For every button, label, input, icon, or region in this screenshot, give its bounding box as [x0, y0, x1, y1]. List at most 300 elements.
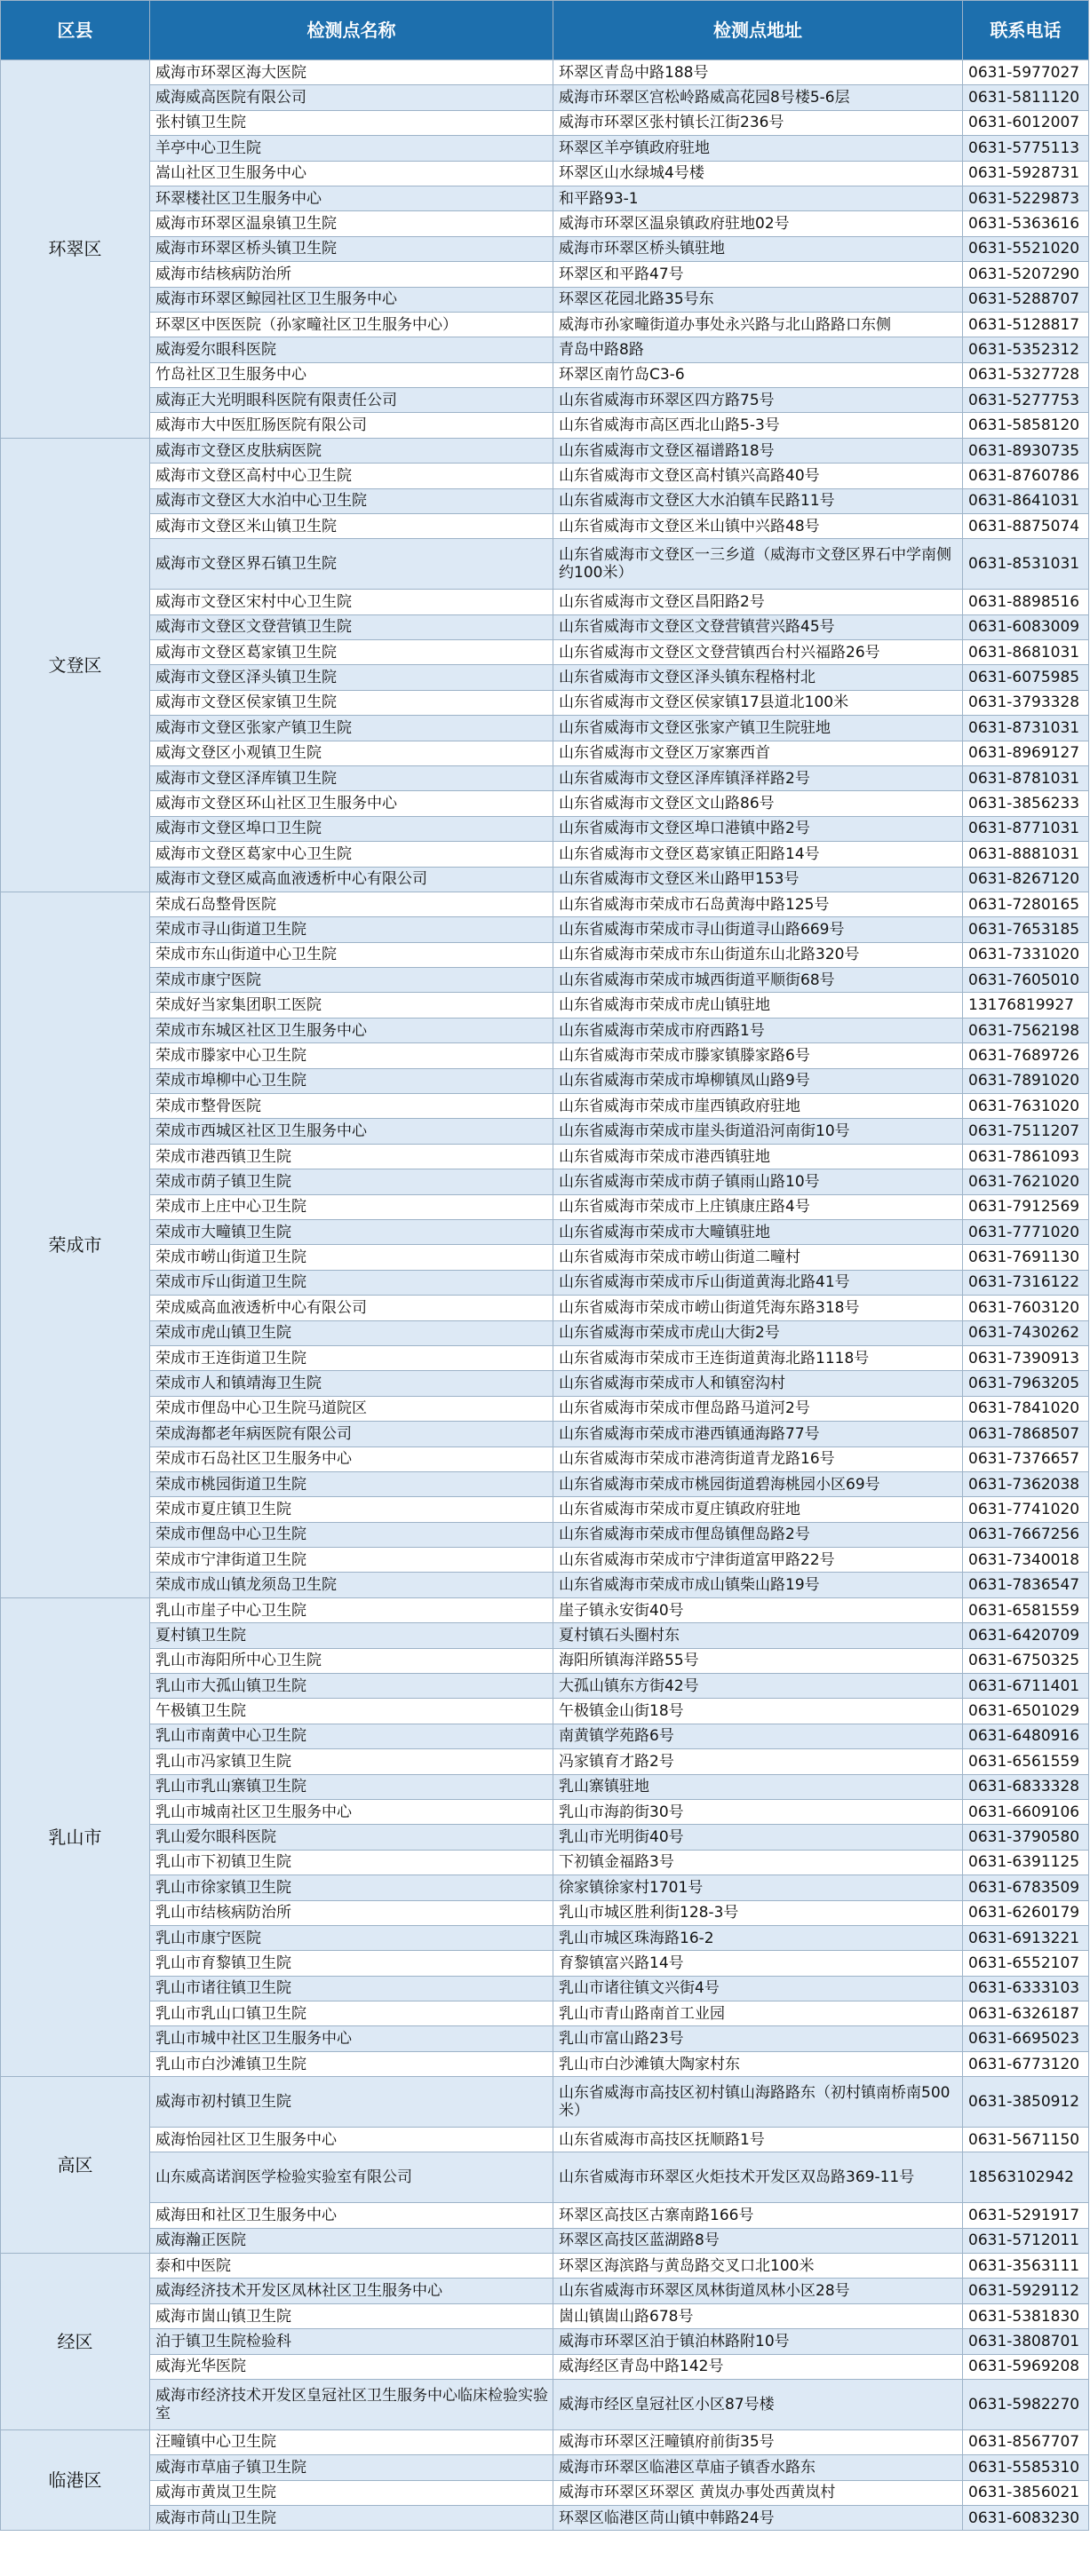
- site-address-cell: 山东省威海市文登区泽库镇泽祥路2号: [553, 765, 963, 790]
- site-address-cell: 山东省威海市荣成市人和镇窑沟村: [553, 1371, 963, 1396]
- site-name-cell: 荣成市埠柳中心卫生院: [150, 1068, 553, 1093]
- phone-cell: 0631-6420709: [963, 1623, 1089, 1648]
- site-name-cell: 威海市文登区界石镇卫生院: [150, 539, 553, 590]
- site-name-cell: 威海市环翠区海大医院: [150, 60, 553, 85]
- phone-cell: 0631-3563111: [963, 2254, 1089, 2279]
- phone-cell: 0631-5929112: [963, 2279, 1089, 2303]
- site-address-cell: 青岛中路8路: [553, 337, 963, 362]
- table-row: [1, 236, 1089, 261]
- phone-cell: 0631-7621020: [963, 1169, 1089, 1194]
- table-row: [1, 1597, 1089, 1622]
- phone-cell: 0631-3850912: [963, 2077, 1089, 2128]
- site-address-cell: 环翠区花园北路35号东: [553, 287, 963, 312]
- site-name-cell: 威海市文登区威高血液透析中心有限公司: [150, 867, 553, 892]
- header-site-address: 检测点地址: [553, 1, 963, 60]
- phone-cell: 0631-8267120: [963, 867, 1089, 892]
- site-address-cell: 山东省威海市荣成市崖头街道沿河南街10号: [553, 1119, 963, 1144]
- phone-cell: 0631-6552107: [963, 1951, 1089, 1976]
- site-name-cell: 荣成市王连街道卫生院: [150, 1345, 553, 1370]
- header-site-name: 检测点名称: [150, 1, 553, 60]
- site-address-cell: 海阳所镇海洋路55号: [553, 1648, 963, 1673]
- phone-cell: 0631-8875074: [963, 514, 1089, 539]
- site-address-cell: 山东省威海市环翠区凤林街道凤林小区28号: [553, 2279, 963, 2303]
- header-district: 区县: [1, 1, 150, 60]
- site-address-cell: 环翠区山水绿城4号楼: [553, 161, 963, 186]
- site-address-cell: 山东省威海市荣成市荫子镇雨山路10号: [553, 1169, 963, 1194]
- table-row: [1, 1296, 1089, 1320]
- district-cell: 经区: [1, 2254, 150, 2430]
- table-row: [1, 2152, 1089, 2203]
- site-name-cell: 荣成市俚岛中心卫生院: [150, 1522, 553, 1547]
- phone-cell: 0631-5585310: [963, 2455, 1089, 2480]
- district-cell: 临港区: [1, 2429, 150, 2531]
- table-row: [1, 1144, 1089, 1169]
- district-cell: 高区: [1, 2077, 150, 2254]
- site-address-cell: 午极镇金山街18号: [553, 1699, 963, 1724]
- table-row: [1, 1522, 1089, 1547]
- phone-cell: 0631-5977027: [963, 60, 1089, 85]
- phone-cell: 0631-5521020: [963, 236, 1089, 261]
- district-cell: 环翠区: [1, 60, 150, 439]
- table-row: [1, 968, 1089, 993]
- phone-cell: 0631-7963205: [963, 1371, 1089, 1396]
- table-row: [1, 1345, 1089, 1370]
- site-address-cell: 山东省威海市荣成市斥山街道黄海北路41号: [553, 1270, 963, 1295]
- site-address-cell: 山东省威海市荣成市王连街道黄海北路1118号: [553, 1345, 963, 1370]
- site-address-cell: 山东省威海市文登区昌阳路2号: [553, 590, 963, 614]
- phone-cell: 0631-7868507: [963, 1422, 1089, 1447]
- site-name-cell: 张村镇卫生院: [150, 110, 553, 135]
- table-row: [1, 1774, 1089, 1799]
- site-name-cell: 荣成市虎山镇卫生院: [150, 1320, 553, 1345]
- table-row: [1, 2026, 1089, 2051]
- site-address-cell: 乳山市诸往镇文兴街4号: [553, 1976, 963, 2001]
- table-row: [1, 2254, 1089, 2279]
- phone-cell: 0631-8681031: [963, 640, 1089, 665]
- site-address-cell: 山东省威海市文登区文登营镇营兴路45号: [553, 614, 963, 639]
- phone-cell: 0631-6773120: [963, 2051, 1089, 2076]
- phone-cell: 0631-6609106: [963, 1799, 1089, 1824]
- phone-cell: 0631-7362038: [963, 1471, 1089, 1496]
- site-name-cell: 山东威高诺润医学检验实验室有限公司: [150, 2152, 553, 2203]
- table-row: [1, 1245, 1089, 1270]
- table-row: [1, 1094, 1089, 1119]
- table-row: [1, 1951, 1089, 1976]
- site-name-cell: 荣成市宁津街道卫生院: [150, 1548, 553, 1573]
- site-address-cell: 山东省威海市文登区葛家镇正阳路14号: [553, 842, 963, 867]
- table-row: [1, 1699, 1089, 1724]
- table-row: [1, 590, 1089, 614]
- site-address-cell: 山东省威海市荣成市城西街道平顺街68号: [553, 968, 963, 993]
- site-address-cell: 山东省威海市荣成市埠柳镇凤山路9号: [553, 1068, 963, 1093]
- table-row: [1, 1875, 1089, 1900]
- site-name-cell: 乳山市康宁医院: [150, 1925, 553, 1950]
- site-name-cell: 威海市结核病防治所: [150, 262, 553, 287]
- site-name-cell: 威海经济技术开发区凤林社区卫生服务中心: [150, 2279, 553, 2303]
- table-row: [1, 1194, 1089, 1219]
- site-address-cell: 山东省威海市荣成市崂山街道二疃村: [553, 1245, 963, 1270]
- table-row: [1, 1799, 1089, 1824]
- table-row: [1, 337, 1089, 362]
- site-address-cell: 环翠区临港区苘山镇中韩路24号: [553, 2505, 963, 2530]
- site-address-cell: 乳山市富山路23号: [553, 2026, 963, 2051]
- phone-cell: 0631-8881031: [963, 842, 1089, 867]
- site-name-cell: 威海市黄岚卫生院: [150, 2480, 553, 2505]
- site-address-cell: 威海市环翠区张村镇长江街236号: [553, 110, 963, 135]
- table-row: [1, 1548, 1089, 1573]
- site-name-cell: 威海市文登区大水泊中心卫生院: [150, 488, 553, 513]
- site-name-cell: 威海市文登区米山镇卫生院: [150, 514, 553, 539]
- site-name-cell: 荣成市俚岛中心卫生院马道院区: [150, 1396, 553, 1421]
- table-row: [1, 1219, 1089, 1244]
- table-row: [1, 2379, 1089, 2429]
- table-row: [1, 186, 1089, 210]
- site-name-cell: 荣成市桃园街道卫生院: [150, 1471, 553, 1496]
- site-address-cell: 山东省威海市高技区初村镇山海路路东（初村镇南桥南500米）: [553, 2077, 963, 2128]
- phone-cell: 0631-8781031: [963, 765, 1089, 790]
- phone-cell: 0631-7771020: [963, 1219, 1089, 1244]
- phone-cell: 0631-7390913: [963, 1345, 1089, 1370]
- site-name-cell: 威海市初村镇卫生院: [150, 2077, 553, 2128]
- phone-cell: 0631-5229873: [963, 186, 1089, 210]
- phone-cell: 0631-5712011: [963, 2228, 1089, 2253]
- table-row: [1, 1573, 1089, 1597]
- site-address-cell: 山东省威海市荣成市府西路1号: [553, 1018, 963, 1042]
- site-address-cell: 山东省威海市文登区张家产镇卫生院驻地: [553, 716, 963, 741]
- table-row: [1, 136, 1089, 161]
- site-address-cell: 环翠区和平路47号: [553, 262, 963, 287]
- phone-cell: 0631-8760786: [963, 464, 1089, 488]
- phone-cell: 0631-6326187: [963, 2001, 1089, 2026]
- table-row: [1, 2001, 1089, 2026]
- site-name-cell: 荣成好当家集团职工医院: [150, 993, 553, 1018]
- district-cell: 荣成市: [1, 892, 150, 1597]
- phone-cell: 0631-7841020: [963, 1396, 1089, 1421]
- site-address-cell: 山东省威海市荣成市崖西镇政府驻地: [553, 1094, 963, 1119]
- site-address-cell: 乳山市光明街40号: [553, 1825, 963, 1850]
- site-name-cell: 乳山市育黎镇卫生院: [150, 1951, 553, 1976]
- table-row: [1, 1724, 1089, 1748]
- phone-cell: 0631-8969127: [963, 741, 1089, 765]
- table-row: [1, 2279, 1089, 2303]
- site-address-cell: 环翠区青岛中路188号: [553, 60, 963, 85]
- site-name-cell: 威海市文登区环山社区卫生服务中心: [150, 791, 553, 816]
- table-row: [1, 791, 1089, 816]
- site-name-cell: 荣成市西城区社区卫生服务中心: [150, 1119, 553, 1144]
- phone-cell: 0631-5928731: [963, 161, 1089, 186]
- district-cell: 乳山市: [1, 1597, 150, 2076]
- table-row: [1, 1270, 1089, 1295]
- phone-cell: 0631-7891020: [963, 1068, 1089, 1093]
- site-address-cell: 山东省威海市文登区一三乡道（威海市文登区界石中学南侧约100米）: [553, 539, 963, 590]
- table-row: [1, 2505, 1089, 2530]
- table-row: [1, 1471, 1089, 1496]
- site-address-cell: 山东省威海市高区西北山路5-3号: [553, 413, 963, 438]
- table-row: [1, 1850, 1089, 1875]
- site-name-cell: 荣成市康宁医院: [150, 968, 553, 993]
- phone-cell: 0631-6913221: [963, 1925, 1089, 1950]
- table-row: [1, 312, 1089, 337]
- site-name-cell: 荣成市石岛社区卫生服务中心: [150, 1447, 553, 1471]
- site-name-cell: 乳山市白沙滩镇卫生院: [150, 2051, 553, 2076]
- phone-cell: 0631-6711401: [963, 1674, 1089, 1699]
- phone-cell: 0631-7653185: [963, 917, 1089, 942]
- table-row: [1, 1825, 1089, 1850]
- site-address-cell: 环翠区羊亭镇政府驻地: [553, 136, 963, 161]
- table-row: [1, 1497, 1089, 1522]
- site-address-cell: 威海市环翠区桥头镇驻地: [553, 236, 963, 261]
- phone-cell: 0631-3808701: [963, 2329, 1089, 2354]
- table-row: [1, 2228, 1089, 2253]
- site-address-cell: 环翠区海滨路与黄岛路交叉口北100米: [553, 2254, 963, 2279]
- table-row: [1, 765, 1089, 790]
- phone-cell: 0631-7562198: [963, 1018, 1089, 1042]
- table-row: [1, 640, 1089, 665]
- phone-cell: 0631-6083009: [963, 614, 1089, 639]
- phone-cell: 0631-6075985: [963, 665, 1089, 690]
- site-address-cell: 山东省威海市荣成市上庄镇康庄路4号: [553, 1194, 963, 1219]
- site-address-cell: 威海市环翠区宫松岭路威高花园8号楼5-6层: [553, 85, 963, 110]
- site-name-cell: 荣成市东山街道中心卫生院: [150, 942, 553, 967]
- table-row: [1, 161, 1089, 186]
- site-name-cell: 乳山市乳山口镇卫生院: [150, 2001, 553, 2026]
- site-name-cell: 乳山市南黄中心卫生院: [150, 1724, 553, 1748]
- table-row: [1, 539, 1089, 590]
- site-name-cell: 荣成石岛整骨医院: [150, 892, 553, 916]
- table-row: [1, 2354, 1089, 2379]
- phone-cell: 0631-5775113: [963, 136, 1089, 161]
- table-row: [1, 1447, 1089, 1471]
- table-row: [1, 1043, 1089, 1068]
- site-address-cell: 山东省威海市荣成市宁津街道富甲路22号: [553, 1548, 963, 1573]
- site-name-cell: 荣成市寻山街道卫生院: [150, 917, 553, 942]
- table-row: [1, 1371, 1089, 1396]
- phone-cell: 0631-3793328: [963, 690, 1089, 715]
- site-name-cell: 乳山市崖子中心卫生院: [150, 1597, 553, 1622]
- table-row: [1, 1068, 1089, 1093]
- site-name-cell: 威海正大光明眼科医院有限责任公司: [150, 388, 553, 413]
- site-name-cell: 荣成市整骨医院: [150, 1094, 553, 1119]
- phone-cell: 0631-7511207: [963, 1119, 1089, 1144]
- site-address-cell: 山东省威海市环翠区四方路75号: [553, 388, 963, 413]
- site-address-cell: 山东省威海市荣成市虎山大街2号: [553, 1320, 963, 1345]
- phone-cell: 0631-5363616: [963, 211, 1089, 236]
- site-address-cell: 威海市环翠区温泉镇政府驻地02号: [553, 211, 963, 236]
- site-name-cell: 荣成海都老年病医院有限公司: [150, 1422, 553, 1447]
- phone-cell: 0631-7861093: [963, 1144, 1089, 1169]
- site-name-cell: 乳山市大孤山镇卫生院: [150, 1674, 553, 1699]
- phone-cell: 18563102942: [963, 2152, 1089, 2203]
- phone-cell: 0631-5277753: [963, 388, 1089, 413]
- phone-cell: 0631-5288707: [963, 287, 1089, 312]
- table-row: [1, 2429, 1089, 2454]
- site-address-cell: 崮山镇崮山路678号: [553, 2303, 963, 2328]
- site-address-cell: 山东省威海市环翠区火炬技术开发区双岛路369-11号: [553, 2152, 963, 2203]
- site-address-cell: 威海市环翠区临港区草庙子镇香水路东: [553, 2455, 963, 2480]
- site-name-cell: 威海市草庙子镇卫生院: [150, 2455, 553, 2480]
- table-row: [1, 85, 1089, 110]
- table-row: [1, 867, 1089, 892]
- site-address-cell: 山东省威海市荣成市夏庄镇政府驻地: [553, 1497, 963, 1522]
- table-row: [1, 1623, 1089, 1648]
- site-address-cell: 环翠区南竹岛C3-6: [553, 362, 963, 387]
- site-address-cell: 南黄镇学苑路6号: [553, 1724, 963, 1748]
- site-name-cell: 荣成市夏庄镇卫生院: [150, 1497, 553, 1522]
- site-name-cell: 午极镇卫生院: [150, 1699, 553, 1724]
- table-row: [1, 816, 1089, 841]
- site-name-cell: 荣成市东城区社区卫生服务中心: [150, 1018, 553, 1042]
- site-name-cell: 环翠楼社区卫生服务中心: [150, 186, 553, 210]
- phone-cell: 0631-7605010: [963, 968, 1089, 993]
- site-name-cell: 羊亭中心卫生院: [150, 136, 553, 161]
- site-name-cell: 威海市大中医肛肠医院有限公司: [150, 413, 553, 438]
- table-row: [1, 2455, 1089, 2480]
- site-address-cell: 山东省威海市荣成市港湾街道青龙路16号: [553, 1447, 963, 1471]
- phone-cell: 0631-5969208: [963, 2354, 1089, 2379]
- site-address-cell: 乳山市城区珠海路16-2: [553, 1925, 963, 1950]
- phone-cell: 0631-8567707: [963, 2429, 1089, 2454]
- table-row: [1, 1976, 1089, 2001]
- phone-cell: 0631-6083230: [963, 2505, 1089, 2530]
- site-address-cell: 山东省威海市荣成市俚岛镇俚岛路2号: [553, 1522, 963, 1547]
- site-address-cell: 乳山寨镇驻地: [553, 1774, 963, 1799]
- phone-cell: 0631-6260179: [963, 1900, 1089, 1925]
- site-address-cell: 山东省威海市文登区文山路86号: [553, 791, 963, 816]
- site-name-cell: 环翠区中医医院（孙家疃社区卫生服务中心）: [150, 312, 553, 337]
- phone-cell: 0631-5327728: [963, 362, 1089, 387]
- site-address-cell: 山东省威海市荣成市崂山街道凭海东路318号: [553, 1296, 963, 1320]
- site-address-cell: 山东省威海市文登区大水泊镇车民路11号: [553, 488, 963, 513]
- site-address-cell: 山东省威海市荣成市寻山街道寻山路669号: [553, 917, 963, 942]
- site-name-cell: 乳山市徐家镇卫生院: [150, 1875, 553, 1900]
- table-row: [1, 614, 1089, 639]
- table-row: [1, 464, 1089, 488]
- site-address-cell: 威海市环翠区泊于镇泊林路附10号: [553, 2329, 963, 2354]
- phone-cell: 0631-7280165: [963, 892, 1089, 916]
- site-name-cell: 乳山市城中社区卫生服务中心: [150, 2026, 553, 2051]
- phone-cell: 0631-7430262: [963, 1320, 1089, 1345]
- site-address-cell: 山东省威海市高技区抚顺路1号: [553, 2128, 963, 2152]
- table-row: [1, 211, 1089, 236]
- site-address-cell: 山东省威海市荣成市石岛黄海中路125号: [553, 892, 963, 916]
- phone-cell: 0631-6480916: [963, 1724, 1089, 1748]
- phone-cell: 0631-3856021: [963, 2480, 1089, 2505]
- site-name-cell: 乳山市下初镇卫生院: [150, 1850, 553, 1875]
- site-address-cell: 山东省威海市荣成市成山镇柴山路19号: [553, 1573, 963, 1597]
- phone-cell: 0631-5858120: [963, 413, 1089, 438]
- phone-cell: 0631-5352312: [963, 337, 1089, 362]
- site-name-cell: 荣成市成山镇龙须岛卫生院: [150, 1573, 553, 1597]
- site-name-cell: 荣成市大疃镇卫生院: [150, 1219, 553, 1244]
- phone-cell: 0631-7340018: [963, 1548, 1089, 1573]
- phone-cell: 0631-8641031: [963, 488, 1089, 513]
- site-address-cell: 山东省威海市荣成市大疃镇驻地: [553, 1219, 963, 1244]
- site-address-cell: 山东省威海市荣成市港西镇驻地: [553, 1144, 963, 1169]
- site-name-cell: 泊于镇卫生院检验科: [150, 2329, 553, 2354]
- site-address-cell: 徐家镇徐家村1701号: [553, 1875, 963, 1900]
- phone-cell: 0631-3790580: [963, 1825, 1089, 1850]
- table-row: [1, 110, 1089, 135]
- table-row: [1, 388, 1089, 413]
- table-row: [1, 60, 1089, 85]
- site-name-cell: 汪疃镇中心卫生院: [150, 2429, 553, 2454]
- table-row: [1, 741, 1089, 765]
- site-name-cell: 威海怡园社区卫生服务中心: [150, 2128, 553, 2152]
- table-row: [1, 1169, 1089, 1194]
- site-name-cell: 威海市文登区文登营镇卫生院: [150, 614, 553, 639]
- site-name-cell: 威海市文登区埠口卫生院: [150, 816, 553, 841]
- table-row: [1, 488, 1089, 513]
- site-name-cell: 威海光华医院: [150, 2354, 553, 2379]
- table-row: [1, 413, 1089, 438]
- phone-cell: 0631-7689726: [963, 1043, 1089, 1068]
- phone-cell: 13176819927: [963, 993, 1089, 1018]
- table-row: [1, 1749, 1089, 1774]
- phone-cell: 0631-7331020: [963, 942, 1089, 967]
- site-name-cell: 荣成市上庄中心卫生院: [150, 1194, 553, 1219]
- phone-cell: 0631-3856233: [963, 791, 1089, 816]
- site-name-cell: 泰和中医院: [150, 2254, 553, 2279]
- site-address-cell: 山东省威海市荣成市港西镇通海路77号: [553, 1422, 963, 1447]
- site-name-cell: 乳山市结核病防治所: [150, 1900, 553, 1925]
- phone-cell: 0631-7316122: [963, 1270, 1089, 1295]
- phone-cell: 0631-5982270: [963, 2379, 1089, 2429]
- phone-cell: 0631-7691130: [963, 1245, 1089, 1270]
- site-address-cell: 山东省威海市文登区万家寨西首: [553, 741, 963, 765]
- phone-cell: 0631-7603120: [963, 1296, 1089, 1320]
- site-name-cell: 威海市环翠区温泉镇卫生院: [150, 211, 553, 236]
- site-name-cell: 荣成市人和镇靖海卫生院: [150, 1371, 553, 1396]
- site-name-cell: 威海市文登区侯家镇卫生院: [150, 690, 553, 715]
- site-address-cell: 乳山市青山路南首工业园: [553, 2001, 963, 2026]
- site-name-cell: 荣成威高血液透析中心有限公司: [150, 1296, 553, 1320]
- site-name-cell: 威海文登区小观镇卫生院: [150, 741, 553, 765]
- phone-cell: 0631-6833328: [963, 1774, 1089, 1799]
- table-row: [1, 1925, 1089, 1950]
- phone-cell: 0631-5381830: [963, 2303, 1089, 2328]
- site-address-cell: 山东省威海市文登区米山镇中兴路48号: [553, 514, 963, 539]
- site-name-cell: 乳山市海阳所中心卫生院: [150, 1648, 553, 1673]
- table-row: [1, 2329, 1089, 2354]
- phone-cell: 0631-6501029: [963, 1699, 1089, 1724]
- site-address-cell: 夏村镇石头圈村东: [553, 1623, 963, 1648]
- site-name-cell: 威海市环翠区桥头镇卫生院: [150, 236, 553, 261]
- site-address-cell: 山东省威海市荣成市俚岛路马道河2号: [553, 1396, 963, 1421]
- site-name-cell: 荣成市滕家中心卫生院: [150, 1043, 553, 1068]
- table-row: [1, 2480, 1089, 2505]
- site-name-cell: 威海市经济技术开发区皇冠社区卫生服务中心临床检验实验室: [150, 2379, 553, 2429]
- phone-cell: 0631-6750325: [963, 1648, 1089, 1673]
- site-name-cell: 威海田和社区卫生服务中心: [150, 2203, 553, 2228]
- phone-cell: 0631-7836547: [963, 1573, 1089, 1597]
- table-row: [1, 1674, 1089, 1699]
- phone-cell: 0631-5128817: [963, 312, 1089, 337]
- phone-cell: 0631-6581559: [963, 1597, 1089, 1622]
- phone-cell: 0631-5207290: [963, 262, 1089, 287]
- table-row: [1, 1648, 1089, 1673]
- table-row: [1, 917, 1089, 942]
- phone-cell: 0631-7912569: [963, 1194, 1089, 1219]
- site-address-cell: 和平路93-1: [553, 186, 963, 210]
- table-row: [1, 262, 1089, 287]
- table-row: [1, 2303, 1089, 2328]
- table-row: [1, 892, 1089, 916]
- site-address-cell: 环翠区高技区古寨南路166号: [553, 2203, 963, 2228]
- site-address-cell: 大孤山镇东方街42号: [553, 1674, 963, 1699]
- site-name-cell: 威海市文登区葛家中心卫生院: [150, 842, 553, 867]
- site-address-cell: 山东省威海市荣成市桃园街道碧海桃园小区69号: [553, 1471, 963, 1496]
- site-name-cell: 夏村镇卫生院: [150, 1623, 553, 1648]
